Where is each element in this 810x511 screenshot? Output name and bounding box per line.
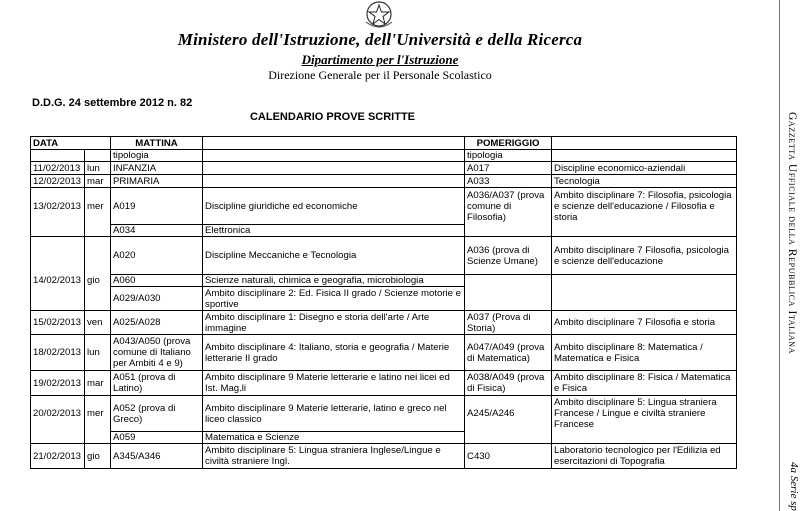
afternoon-code: A047/A049 (prova di Matematica) xyxy=(465,335,552,371)
afternoon-desc: Ambito disciplinare 5: Lingua straniera Francese / Lingue e civiltà straniere Francese xyxy=(552,396,737,432)
table-row xyxy=(31,371,737,396)
morning-desc: Discipline giuridiche ed economiche xyxy=(203,188,465,225)
row-day: mer xyxy=(85,188,111,225)
morning-desc: Ambito disciplinare 2: Ed. Fisica II grado / Scienze motorie e sportive xyxy=(203,287,465,311)
header-mattina: MATTINA xyxy=(111,137,203,150)
row-date: 21/02/2013 xyxy=(31,444,85,469)
table-row xyxy=(31,175,737,188)
header-data: DATA xyxy=(31,137,111,150)
morning-code: A019 xyxy=(111,188,203,225)
decree-reference: D.D.G. 24 settembre 2012 n. 82 xyxy=(32,97,193,109)
row-date: 12/02/2013 xyxy=(31,175,85,188)
row-day: mar xyxy=(85,175,111,188)
afternoon-desc: Tecnologia xyxy=(552,175,737,188)
table-row xyxy=(31,311,737,335)
morning-desc: Ambito disciplinare 4: Italiano, storia e geografia / Materie letterarie II grado xyxy=(203,335,465,371)
row-day: ven xyxy=(85,311,111,335)
morning-code: A051 (prova di Latino) xyxy=(111,371,203,396)
morning-desc: Ambito disciplinare 1: Disegno e storia dell'arte / Arte immagine xyxy=(203,311,465,335)
morning-desc xyxy=(203,175,465,188)
table-row xyxy=(31,287,737,311)
morning-code: A025/A028 xyxy=(111,311,203,335)
calendar-table xyxy=(30,136,737,469)
afternoon-code: C430 xyxy=(465,444,552,469)
row-date: 14/02/2013 xyxy=(31,275,85,287)
row-day: mer xyxy=(85,396,111,432)
afternoon-desc: Discipline economico-aziendali xyxy=(552,162,737,175)
afternoon-code: A036 (prova di Scienze Umane) xyxy=(465,237,552,275)
row-day: mar xyxy=(85,371,111,396)
afternoon-code: A033 xyxy=(465,175,552,188)
afternoon-desc: Ambito disciplinare 8: Fisica / Matematica e Fisica xyxy=(552,371,737,396)
morning-code: A345/A346 xyxy=(111,444,203,469)
morning-desc: Ambito disciplinare 9 Materie letterarie, latino e greco nel liceo classico xyxy=(203,396,465,432)
header-pomeriggio: POMERIGGIO xyxy=(465,137,552,150)
afternoon-code: A038/A049 (prova di Fisica) xyxy=(465,371,552,396)
afternoon-desc: Ambito disciplinare 7: Filosofia, psicologia e scienze dell'educazione / Filosofia e storia xyxy=(552,188,737,225)
afternoon-desc: Laboratorio tecnologico per l'Edilizia ed esercitazioni di Topografia xyxy=(552,444,737,469)
afternoon-desc: Ambito disciplinare 7 Filosofia e storia xyxy=(552,311,737,335)
morning-code: A052 (prova di Greco) xyxy=(111,396,203,432)
gazette-sidebar: Gazzetta Ufficiale della Repubblica Italiana xyxy=(786,112,798,355)
morning-code: A060 xyxy=(111,275,203,287)
morning-desc: Ambito disciplinare 5: Lingua straniera Inglese/Lingue e civiltà straniere Ingl. xyxy=(203,444,465,469)
morning-code: INFANZIA xyxy=(111,162,203,175)
morning-desc: Discipline Meccaniche e Tecnologia xyxy=(203,237,465,275)
morning-desc xyxy=(203,162,465,175)
row-date: 18/02/2013 xyxy=(31,335,85,371)
table-row xyxy=(31,237,737,275)
morning-desc: Matematica e Scienze xyxy=(203,432,465,444)
ministry-title: Ministero dell'Istruzione, dell'Università e della Ricerca xyxy=(177,30,583,49)
morning-code: A043/A050 (prova comune di Italiano per Ambiti 4 e 9) xyxy=(111,335,203,371)
table-row xyxy=(31,444,737,469)
tipologia-mattina: tipologia xyxy=(111,150,203,162)
afternoon-code: A036/A037 (prova comune di Filosofia) xyxy=(465,188,552,225)
table-row xyxy=(31,162,737,175)
table-header xyxy=(31,137,737,150)
afternoon-desc: Ambito disciplinare 7 Filosofia, psicologia e scienze dell'educazione xyxy=(552,237,737,275)
page-divider xyxy=(779,0,780,511)
direzione-title: Direzione Generale per il Personale Scolastico xyxy=(268,68,492,82)
row-date: 13/02/2013 xyxy=(31,188,85,225)
row-date: 15/02/2013 xyxy=(31,311,85,335)
table-row xyxy=(31,335,737,371)
tipologia-pomeriggio: tipologia xyxy=(465,150,552,162)
morning-desc: Ambito disciplinare 9 Materie letterarie e latino nei licei ed Ist. Mag.li xyxy=(203,371,465,396)
table-row xyxy=(31,275,737,287)
table-row xyxy=(31,188,737,225)
afternoon-desc: Ambito disciplinare 8: Matematica / Matematica e Fisica xyxy=(552,335,737,371)
morning-code: A029/A030 xyxy=(111,287,203,311)
table-row xyxy=(31,432,737,444)
morning-code: A020 xyxy=(111,237,203,275)
row-date: 11/02/2013 xyxy=(31,162,85,175)
republic-emblem-icon xyxy=(361,0,397,30)
table-row xyxy=(31,150,737,162)
afternoon-code: A037 (Prova di Storia) xyxy=(465,311,552,335)
table-row xyxy=(31,225,737,237)
morning-desc: Elettronica xyxy=(203,225,465,237)
calendar-title: CALENDARIO PROVE SCRITTE xyxy=(249,111,415,123)
row-day: gio xyxy=(85,444,111,469)
row-day: gio xyxy=(85,275,111,287)
row-day: lun xyxy=(85,335,111,371)
morning-code: A034 xyxy=(111,225,203,237)
afternoon-code: A245/A246 xyxy=(465,396,552,432)
row-date: 19/02/2013 xyxy=(31,371,85,396)
table-row xyxy=(31,396,737,432)
afternoon-code: A017 xyxy=(465,162,552,175)
row-day: lun xyxy=(85,162,111,175)
department-title: Dipartimento per l'Istruzione xyxy=(301,52,459,67)
morning-code: A059 xyxy=(111,432,203,444)
morning-code: PRIMARIA xyxy=(111,175,203,188)
row-date: 20/02/2013 xyxy=(31,396,85,432)
morning-desc: Scienze naturali, chimica e geografia, microbiologia xyxy=(203,275,465,287)
serie-label: 4a Serie sp xyxy=(788,462,800,511)
